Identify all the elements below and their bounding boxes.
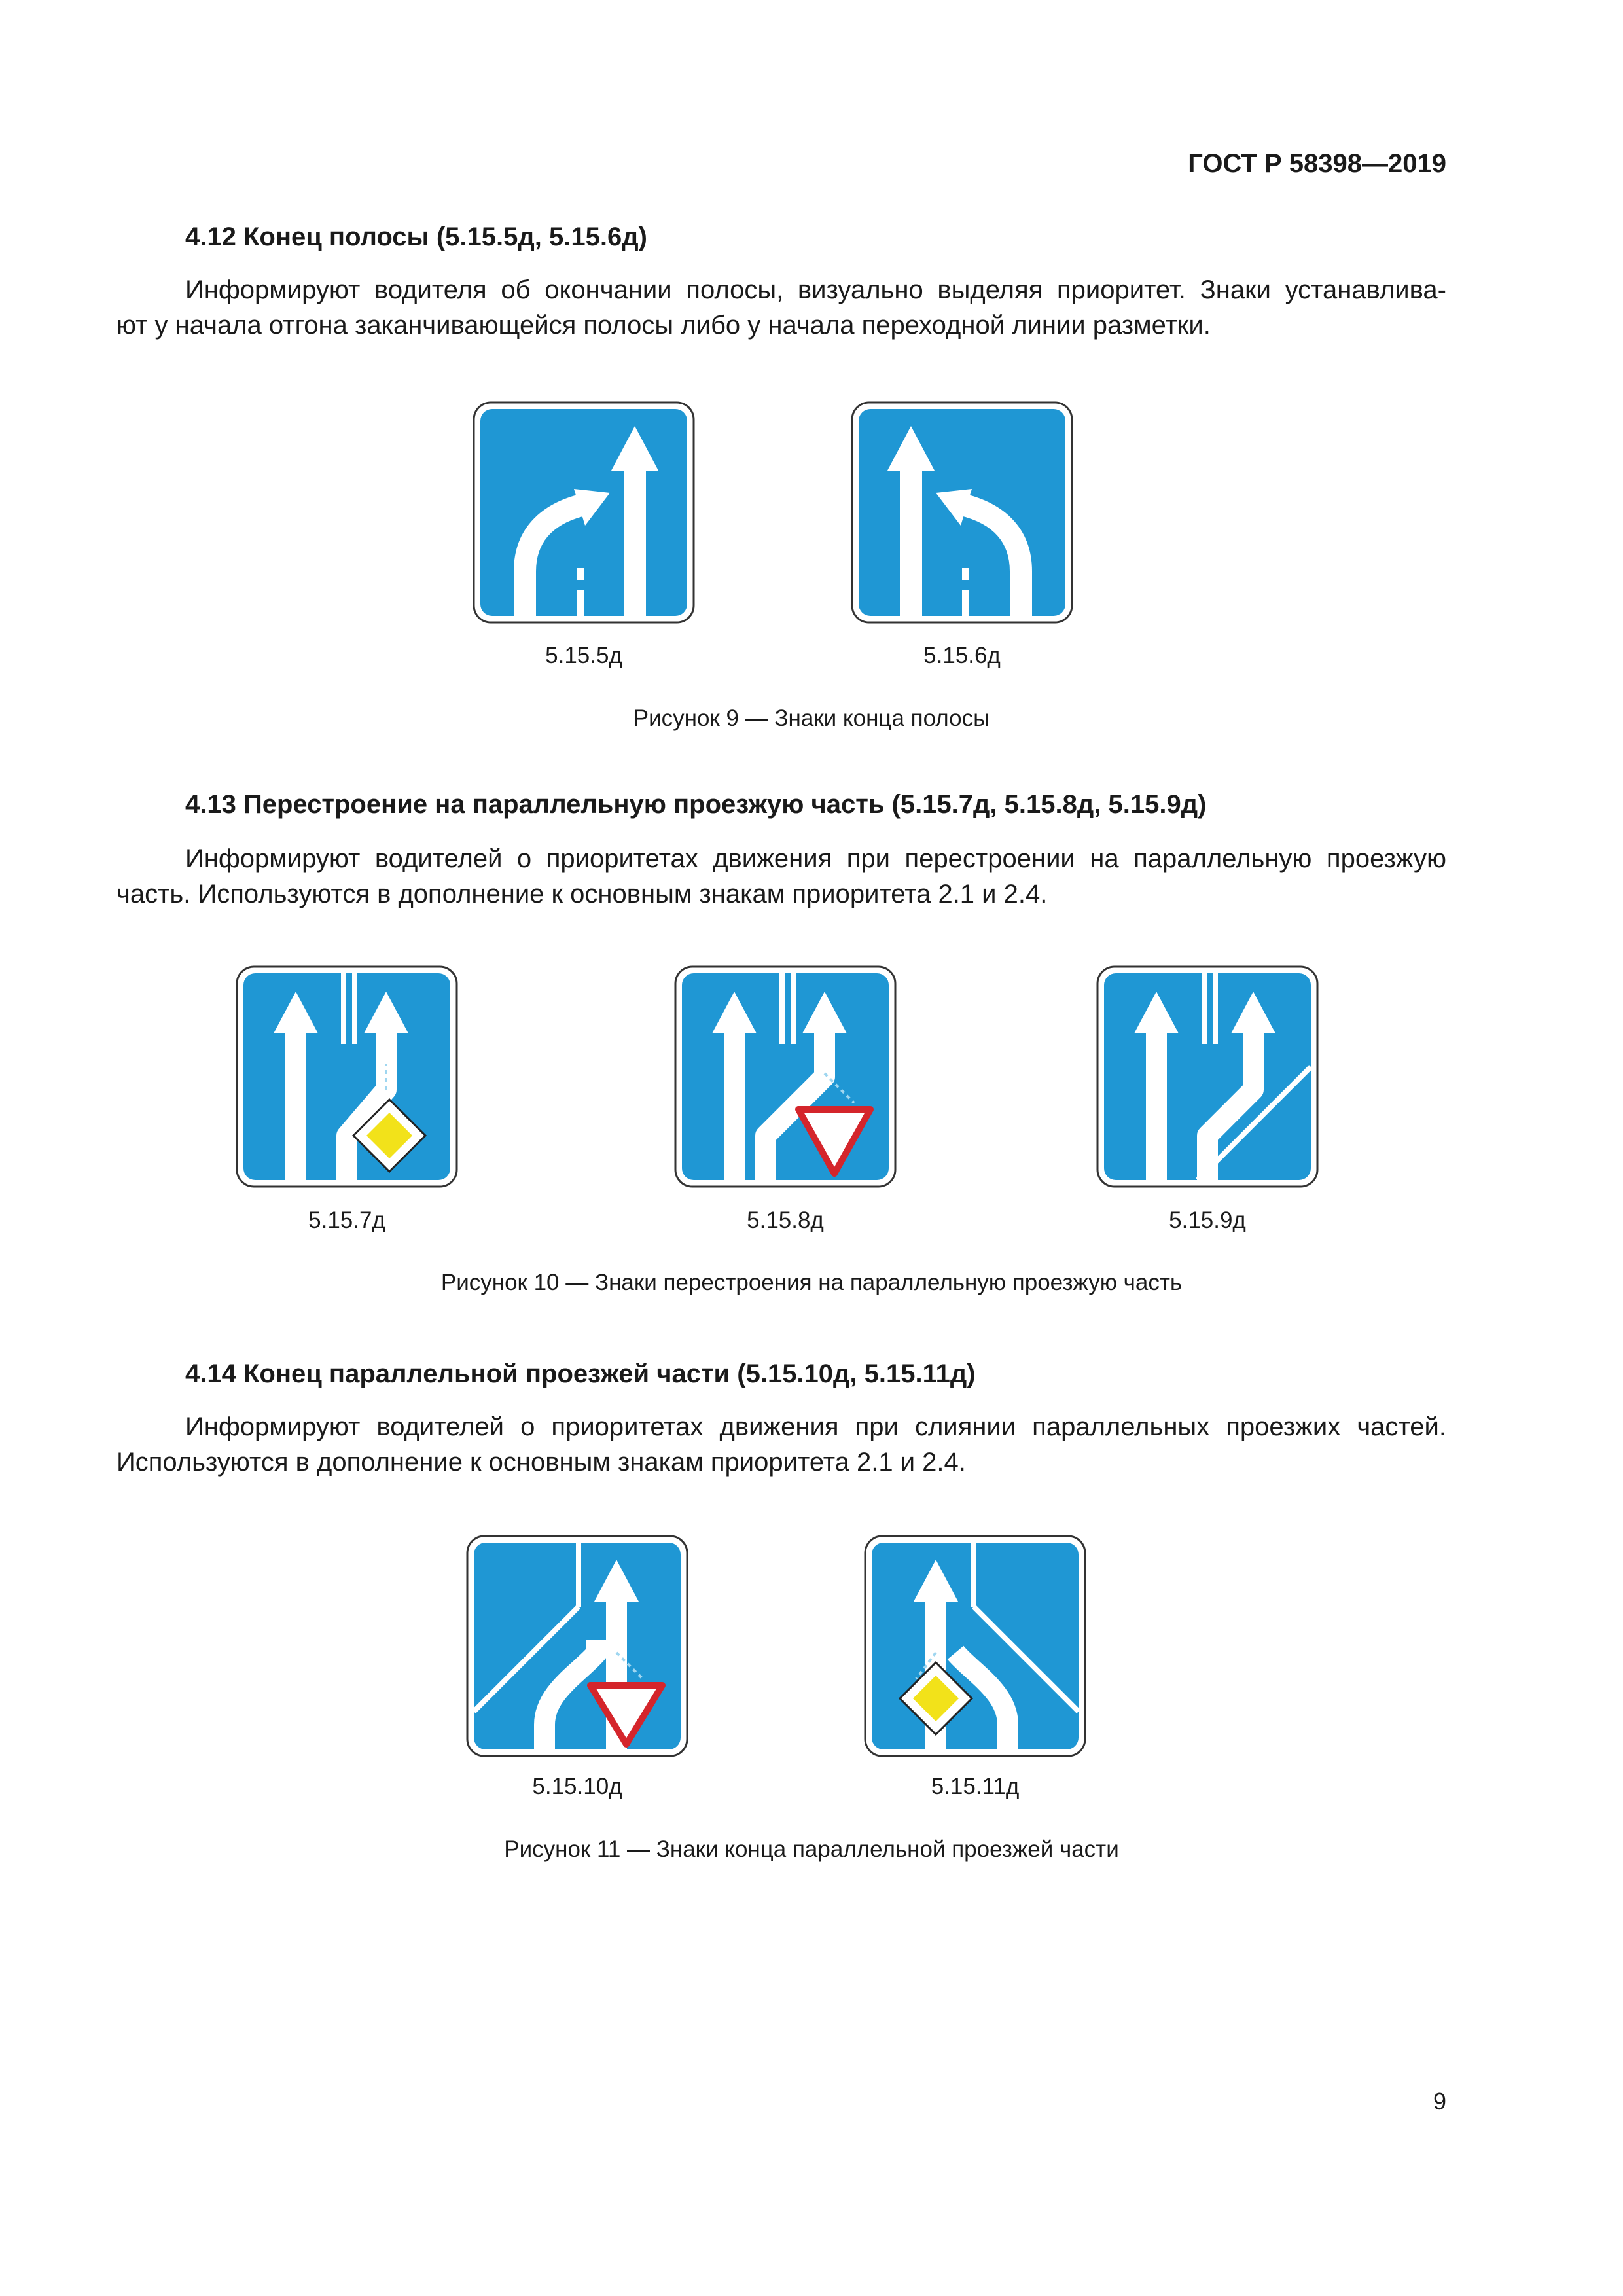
page-number: 9	[1433, 2088, 1446, 2115]
paragraph-line: Используются в дополнение к основным знакам приоритета 2.1 и 2.4.	[116, 1448, 966, 1477]
sign-code: 5.15.11д	[931, 1774, 1020, 1799]
lane-change-give-way-sign-icon	[674, 965, 897, 1188]
section-text-4-12	[116, 272, 1446, 343]
sign-code: 5.15.8д	[747, 1208, 824, 1233]
lane-change-main-road-sign-icon	[236, 965, 458, 1188]
sign-code: 5.15.6д	[923, 643, 1001, 668]
end-parallel-road-main-road-sign-icon	[864, 1535, 1086, 1757]
section-heading-4-14: 4.14 Конец параллельной проезжей части (5.15.10д, 5.15.11д)	[185, 1359, 976, 1388]
paragraph-line: часть. Используются в дополнение к основным знакам приоритета 2.1 и 2.4.	[116, 880, 1048, 908]
paragraph-line: Информируют водителей о приоритетах движения при перестроении на параллельную проезжую	[185, 844, 1446, 873]
paragraph-line: Информируют водителей о приоритетах движения при слиянии параллельных проезжих частей.	[185, 1412, 1446, 1441]
section-heading-4-13: 4.13 Перестроение на параллельную проезжую часть (5.15.7д, 5.15.8д, 5.15.9д)	[185, 790, 1207, 819]
section-heading-4-12: 4.12 Конец полосы (5.15.5д, 5.15.6д)	[185, 223, 647, 251]
figure-caption: Рисунок 10 — Знаки перестроения на параллельную проезжую часть	[440, 1270, 1183, 1295]
sign-code: 5.15.10д	[532, 1774, 622, 1799]
lane-change-parallel-sign-icon	[1096, 965, 1319, 1188]
end-parallel-road-give-way-sign-icon	[466, 1535, 688, 1757]
end-of-lane-right-sign-icon	[473, 401, 695, 624]
sign-code: 5.15.7д	[308, 1208, 385, 1233]
section-text-4-13	[116, 841, 1446, 912]
paragraph-line: Информируют водителя об окончании полосы, визуально выделяя приоритет. Знаки устанавлива-	[185, 276, 1446, 304]
figure-caption: Рисунок 9 — Знаки конца полосы	[633, 706, 990, 731]
end-of-lane-left-sign-icon	[851, 401, 1073, 624]
figure-caption: Рисунок 11 — Знаки конца параллельной проезжей части	[504, 1837, 1119, 1862]
sign-code: 5.15.9д	[1169, 1208, 1246, 1233]
paragraph-line: ют у начала отгона заканчивающейся полосы либо у начала переходной линии разметки.	[116, 311, 1211, 340]
document-header: ГОСТ Р 58398—2019	[1188, 149, 1446, 178]
section-text-4-14	[116, 1409, 1446, 1480]
sign-code: 5.15.5д	[545, 643, 622, 668]
